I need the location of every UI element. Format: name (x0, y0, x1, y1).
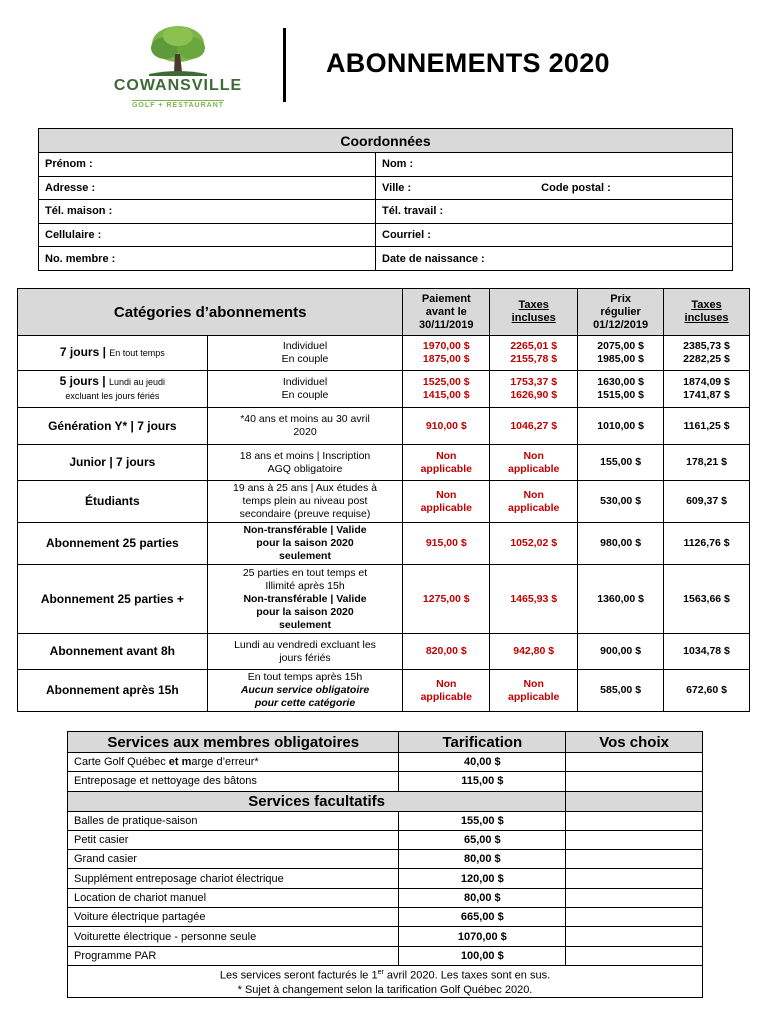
header-divider (283, 28, 286, 102)
field-tel-maison[interactable]: Tél. maison : (39, 200, 376, 224)
service-row: Entreposage et nettoyage des bâtons 115,00 $ (68, 772, 703, 791)
field-tel-travail[interactable]: Tél. travail : (376, 200, 733, 224)
table-row: Génération Y* | 7 jours *40 ans et moins au 30 avril 2020 910,00 $ 1046,27 $ 1010,00 $ 1161,25 $ (18, 408, 750, 445)
choice-cell[interactable] (566, 888, 703, 907)
service-row: Programme PAR 100,00 $ (68, 946, 703, 965)
field-cellulaire[interactable]: Cellulaire : (39, 223, 376, 247)
page-title: ABONNEMENTS 2020 (326, 48, 610, 78)
table-row: Abonnement 25 parties Non-transférable | Valide pour la saison 2020 seulement 915,00 $ 1052,02 $ 980,00 $ 1126,76 $ (18, 523, 750, 565)
header-paiement: Paiement avant le 30/11/2019 (403, 289, 490, 336)
categories-table (17, 288, 750, 712)
service-row: Balles de pratique-saison 155,00 $ (68, 811, 703, 830)
table-row: 7 jours | En tout temps Individuel En couple 1970,00 $ 1875,00 $ 2265,01 $ 2155,78 $ 2075,00 $ 1985,00 $ 2385,73 $ 2282,25 $ (18, 336, 750, 371)
coordinates-heading: Coordonnées (39, 129, 733, 153)
service-row: Grand casier 80,00 $ (68, 850, 703, 869)
tree-icon (143, 24, 213, 78)
field-code-postal[interactable]: Code postal : (541, 181, 611, 194)
choice-cell[interactable] (566, 753, 703, 772)
field-no-membre[interactable]: No. membre : (39, 247, 376, 271)
services-heading: Services aux membres obligatoires (68, 732, 399, 753)
header-taxes-incluses-2: Taxes incluses (664, 289, 750, 336)
choice-cell[interactable] (566, 811, 703, 830)
club-logo (104, 24, 252, 109)
optional-services-heading: Services facultatifs (68, 791, 566, 811)
field-prenom[interactable]: Prénom : (39, 153, 376, 177)
field-date-naissance[interactable]: Date de naissance : (376, 247, 733, 271)
table-row: 5 jours | Lundi au jeudi excluant les jours fériés Individuel En couple 1525,00 $ 1415,00 $ 1753,37 $ 1626,90 $ 1630,00 $ 1515,00 $ 1874,09 $ 1741,87 $ (18, 371, 750, 408)
service-row: Location de chariot manuel 80,00 $ (68, 888, 703, 907)
header-taxes-incluses-1: Taxes incluses (490, 289, 578, 336)
vos-choix-heading: Vos choix (566, 732, 703, 753)
table-row: Junior | 7 jours 18 ans et moins | Inscription AGQ obligatoire Non applicable Non applicable 155,00 $ 178,21 $ (18, 445, 750, 481)
field-ville[interactable]: Ville : Code postal : (376, 176, 733, 200)
choice-cell[interactable] (566, 850, 703, 869)
service-row: Supplément entreposage chariot électrique 120,00 $ (68, 869, 703, 888)
table-row: Abonnement après 15h En tout temps après 15h Aucun service obligatoire pour cette catégorie Non applicable Non applicable 585,00 $ 672,60 $ (18, 670, 750, 712)
choice-cell[interactable] (566, 908, 703, 927)
choice-cell[interactable] (566, 869, 703, 888)
logo-name: COWANSVILLE (113, 77, 243, 94)
tarification-heading: Tarification (399, 732, 566, 753)
field-nom[interactable]: Nom : (376, 153, 733, 177)
coordinates-table (38, 128, 733, 271)
table-row: Étudiants 19 ans à 25 ans | Aux études à temps plein au niveau post secondaire (preuve requise) Non applicable Non applicable 530,00 $ 609,37 $ (18, 481, 750, 523)
choice-cell[interactable] (566, 772, 703, 791)
field-adresse[interactable]: Adresse : (39, 176, 376, 200)
service-row: Voiturette électrique - personne seule 1070,00 $ (68, 927, 703, 946)
table-row: Abonnement 25 parties + 25 parties en tout temps et Illimité après 15h Non-transférable | Valide pour la saison 2020 seulement 1275,00 $ 1465,93 $ 1360,00 $ 1563,66 $ (18, 565, 750, 634)
services-footnote: Les services seront facturés le 1er avril 2020. Les taxes sont en sus. * Sujet à changement selon la tarification Golf Québec 2020. (68, 965, 703, 997)
service-row: Carte Golf Québec et marge d’erreur* 40,00 $ (68, 753, 703, 772)
choice-cell[interactable] (566, 946, 703, 965)
table-row: Abonnement avant 8h Lundi au vendredi excluant les jours fériés 820,00 $ 942,80 $ 900,00 $ 1034,78 $ (18, 634, 750, 670)
header-prix-regulier: Prix régulier 01/12/2019 (578, 289, 664, 336)
service-row: Petit casier 65,00 $ (68, 830, 703, 849)
service-row: Voiture électrique partagée 665,00 $ (68, 908, 703, 927)
choice-cell[interactable] (566, 927, 703, 946)
services-table (67, 731, 703, 998)
choice-cell[interactable] (566, 830, 703, 849)
categories-heading: Catégories d’abonnements (18, 289, 403, 336)
logo-subtitle: GOLF + RESTAURANT (131, 102, 225, 109)
field-courriel[interactable]: Courriel : (376, 223, 733, 247)
